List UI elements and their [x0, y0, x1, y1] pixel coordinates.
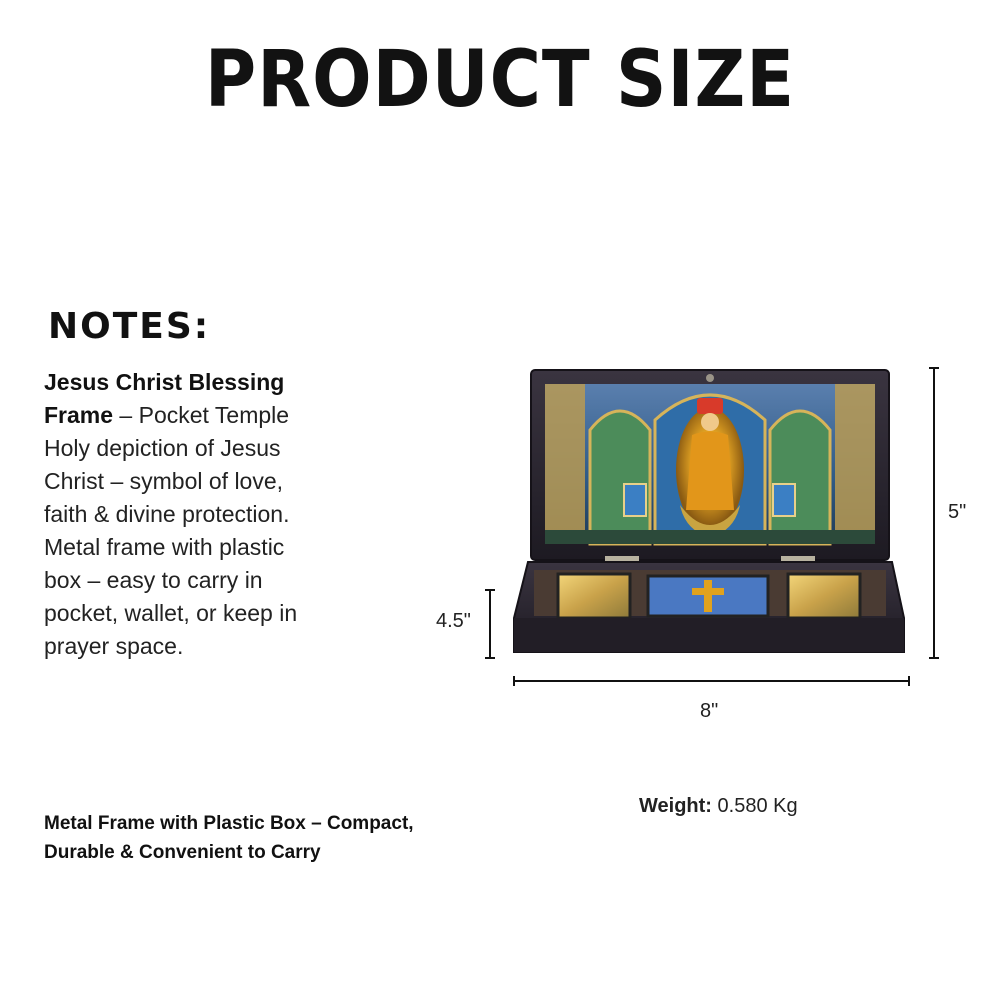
dimension-line-width	[514, 676, 909, 686]
weight-value: 0.580 Kg	[717, 795, 798, 817]
product-name-part2: Frame	[44, 402, 114, 428]
dimension-label-width: 8"	[700, 700, 719, 722]
notes-heading: NOTES:	[48, 306, 211, 347]
dimension-line-total-height	[929, 368, 939, 658]
weight-label: Weight:	[639, 795, 712, 817]
desc-line-4: Metal frame with plastic	[44, 534, 285, 560]
product-name-part1: Jesus Christ Blessing	[44, 369, 285, 395]
desc-line-6: pocket, wallet, or keep in	[44, 600, 298, 626]
footer-line-1: Metal Frame with Plastic Box – Compact,	[44, 813, 414, 834]
desc-line-0: – Pocket Temple	[113, 402, 290, 428]
box-lid	[531, 370, 889, 562]
box-base	[514, 562, 904, 652]
desc-line-3: faith & divine protection.	[44, 501, 290, 527]
desc-line-2: Christ – symbol of love,	[44, 468, 284, 494]
right-gold-card	[788, 574, 860, 618]
desc-line-7: prayer space.	[44, 633, 184, 659]
dimension-label-total-height: 5"	[948, 501, 967, 523]
left-gold-card	[558, 574, 630, 618]
desc-line-1: Holy depiction of Jesus	[44, 435, 281, 461]
page-title: PRODUCT SIZE	[204, 33, 796, 125]
dimension-line-base-height	[485, 590, 495, 658]
dimension-label-base-height: 4.5"	[436, 610, 471, 632]
footer-line-2: Durable & Convenient to Carry	[44, 842, 321, 863]
desc-line-5: box – easy to carry in	[44, 567, 263, 593]
